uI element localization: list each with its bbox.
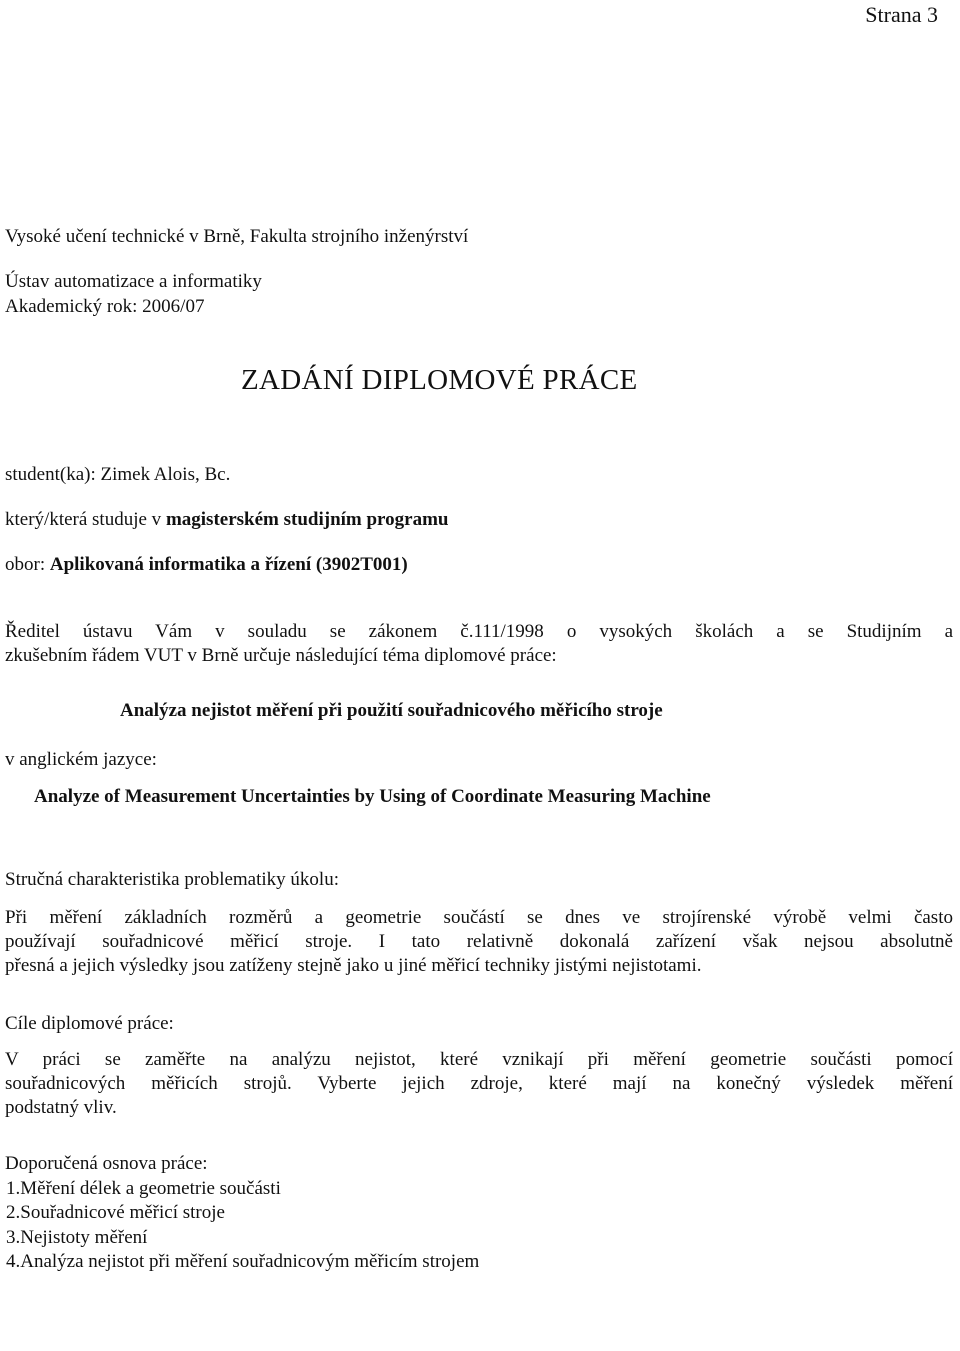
student-line: student(ka): Zimek Alois, Bc. [5,464,231,485]
outline-heading: Doporučená osnova práce: [5,1153,208,1174]
academic-year-line: Akademický rok: 2006/07 [5,296,205,317]
outline-item-1: 1.Měření délek a geometrie součásti [6,1178,281,1199]
goals-heading: Cíle diplomové práce: [5,1013,174,1034]
directive-line-2: zkušebním řádem VUT v Brně určuje následující téma diplomové práce: [5,645,557,666]
directive-paragraph [5,620,953,668]
program-line [5,508,448,532]
directive-line-1: Ředitel ústavu Vám v souladu se zákonem č.111/1998 o vysokých školách a se Studijním a [5,621,953,642]
field-line [5,553,408,577]
goals-line-3: podstatný vliv. [5,1097,117,1118]
goals-line-2: souřadnicových měřicích strojů. Vyberte jejich zdroje, které mají na konečný výsledek měření [5,1073,953,1094]
document-title: ZADÁNÍ DIPLOMOVÉ PRÁCE [241,364,638,396]
english-label: v anglickém jazyce: [5,749,157,770]
department-line: Ústav automatizace a informatiky [5,271,262,292]
characteristics-paragraph [5,906,953,978]
program-name: magisterském studijním programu [165,509,449,530]
page-number: Strana 3 [865,2,938,27]
characteristics-heading: Stručná charakteristika problematiky úkolu: [5,869,339,890]
outline-item-4: 4.Analýza nejistot při měření souřadnicovým měřicím strojem [6,1251,480,1272]
goals-paragraph [5,1048,953,1120]
characteristics-line-1: Při měření základních rozměrů a geometrie součástí se dnes ve strojírenské výrobě velmi často [5,907,953,928]
thesis-title-english: Analyze of Measurement Uncertainties by Using of Coordinate Measuring Machine [34,786,711,807]
thesis-title-czech: Analýza nejistot měření při použití souřadnicového měřicího stroje [120,700,663,721]
characteristics-line-2: používají souřadnicové měřicí stroje. I tato relativně dokonalá zařízení však nejsou absolutně [5,931,953,952]
university-line: Vysoké učení technické v Brně, Fakulta strojního inženýrství [5,226,469,247]
field-prefix: obor: [5,554,50,575]
outline-item-3: 3.Nejistoty měření [6,1227,148,1248]
outline-item-2: 2.Souřadnicové měřicí stroje [6,1202,225,1223]
program-prefix: který/která studuje v [5,509,166,530]
characteristics-line-3: přesná a jejich výsledky jsou zatíženy stejně jako u jiné měřicí techniky jistými nejistotami. [5,955,702,976]
field-name: Aplikovaná informatika a řízení (3902T001) [49,554,408,575]
goals-line-1: V práci se zaměřte na analýzu nejistot, které vznikají při měření geometrie součásti pomocí [5,1049,953,1070]
